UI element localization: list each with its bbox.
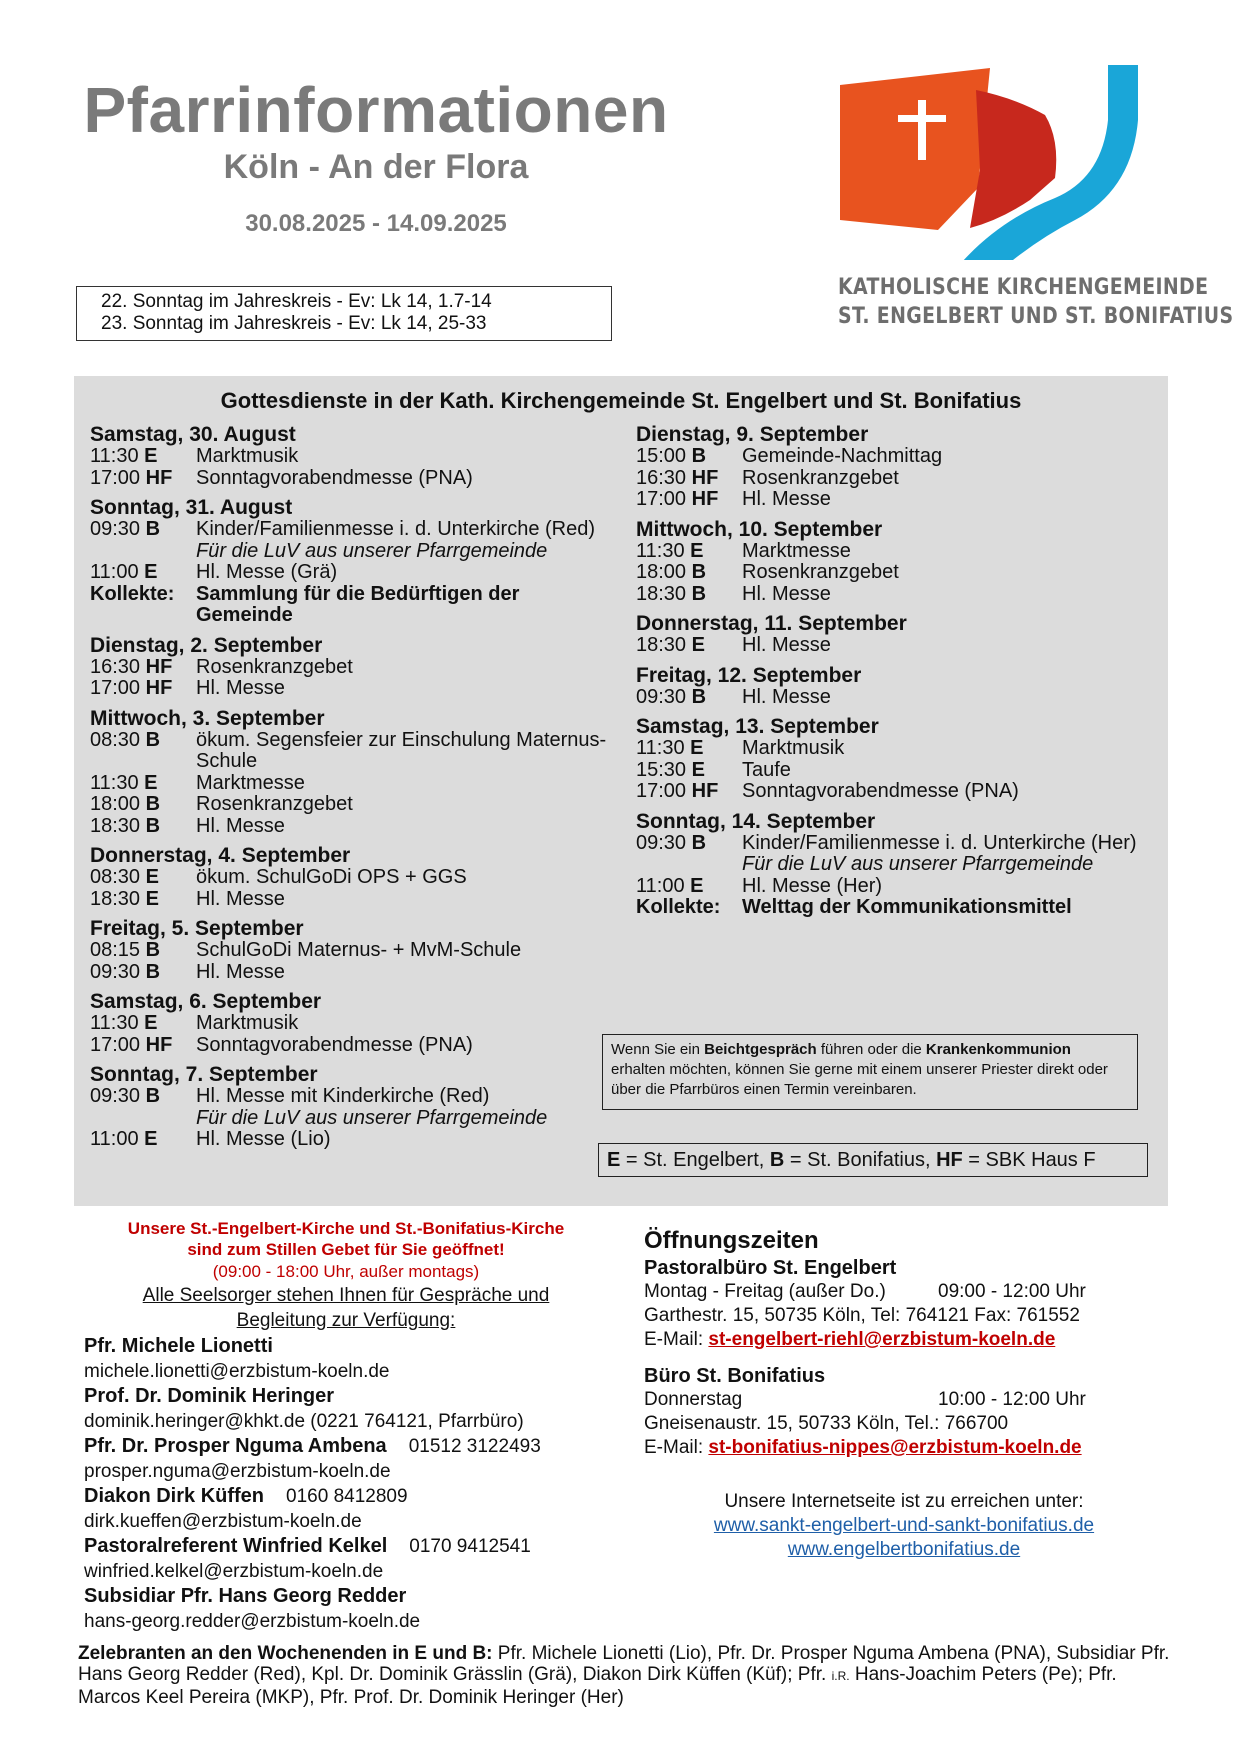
service-location: E — [144, 445, 158, 467]
service-location: HF — [145, 655, 173, 678]
service-time-loc — [90, 657, 196, 679]
service-entry — [90, 1035, 620, 1057]
service-location: B — [691, 445, 707, 467]
service-entry — [90, 816, 620, 838]
service-description: Hl. Messe — [742, 685, 831, 708]
service-entry — [90, 889, 620, 911]
service-entry — [636, 687, 1166, 709]
service-time-loc — [636, 468, 742, 490]
service-location: HF — [145, 677, 173, 699]
legend-key: E — [607, 1149, 621, 1171]
service-time: 09:30 — [90, 960, 141, 983]
service-location: HF — [145, 466, 173, 489]
service-entry — [636, 489, 1166, 511]
service-description: Rosenkranzgebet — [196, 793, 353, 815]
service-time-loc — [90, 446, 196, 468]
day-heading: Donnerstag, 11. September — [636, 612, 907, 635]
service-time: 17:00 — [636, 488, 687, 510]
service-time-loc — [636, 687, 742, 709]
service-time-loc — [636, 876, 742, 898]
service-time: 15:30 — [636, 758, 687, 781]
service-entry — [90, 1086, 620, 1108]
service-time: 17:00 — [90, 466, 141, 489]
contact-name: Pfr. Michele Lionetti — [84, 1335, 273, 1357]
services-title: Gottesdienste in der Kath. Kirchengemeinde St. Engelbert und St. Bonifatius — [220, 388, 1022, 413]
service-location: E — [691, 758, 705, 781]
contact-name-line — [84, 1334, 644, 1360]
service-time: 18:00 — [90, 793, 141, 815]
service-time-loc — [90, 816, 196, 838]
service-description: Rosenkranzgebet — [742, 561, 899, 583]
day-heading: Dienstag, 9. September — [636, 423, 869, 446]
day-heading: Sonntag, 14. September — [636, 809, 876, 833]
contact-name-line — [84, 1484, 644, 1510]
service-description: Hl. Messe (Lio) — [196, 1128, 331, 1150]
contact-phone: 0160 8412809 — [286, 1486, 408, 1507]
service-entry — [636, 541, 1166, 563]
contacts-list — [84, 1334, 644, 1634]
day-heading: Sonntag, 7. September — [90, 1063, 318, 1086]
contact-email: dominik.heringer@khkt.de (0221 764121, Pfarrbüro) — [84, 1410, 524, 1432]
service-time-loc — [636, 781, 742, 803]
contact-name-line — [84, 1384, 644, 1410]
service-description: Rosenkranzgebet — [196, 655, 353, 678]
service-entry — [636, 584, 1166, 606]
day-heading: Samstag, 6. September — [90, 990, 322, 1013]
service-time-loc — [90, 867, 196, 889]
service-note: Für die LuV aus unserer Pfarrgemeinde — [196, 539, 548, 562]
service-description: Marktmesse — [742, 539, 851, 562]
contact-name-line — [84, 1434, 644, 1460]
service-time: 16:30 — [90, 655, 141, 678]
service-time-loc — [90, 773, 196, 795]
service-entry — [90, 1129, 620, 1151]
service-entry — [90, 1013, 620, 1035]
service-location: E — [144, 1012, 158, 1034]
legend-key: B — [769, 1149, 785, 1171]
service-time: 18:00 — [636, 561, 687, 583]
service-time-loc — [90, 1035, 196, 1057]
services-column-right — [636, 424, 1166, 919]
service-note: Für die LuV aus unserer Pfarrgemeinde — [196, 1106, 548, 1129]
collection-line — [90, 584, 620, 627]
pastoral-line: Alle Seelsorger stehen Ihnen für Gespräche und — [142, 1285, 550, 1306]
service-entry — [90, 794, 620, 816]
service-location: B — [145, 728, 161, 751]
service-time-loc — [90, 794, 196, 816]
day-heading: Sonntag, 31. August — [90, 496, 293, 519]
website-link[interactable]: www.engelbertbonifatius.de — [787, 1539, 1021, 1560]
service-entry — [90, 519, 620, 541]
service-time: 15:00 — [636, 445, 687, 467]
office-hours — [644, 1226, 1164, 1460]
service-time: 09:30 — [636, 831, 687, 854]
collection-line — [636, 897, 1166, 919]
page-subtitle: Köln - An der Flora — [223, 148, 529, 186]
service-location: B — [145, 814, 161, 837]
service-entry — [90, 773, 620, 795]
contact-phone: 0170 9412541 — [409, 1536, 531, 1557]
service-entry — [90, 446, 620, 468]
email-label: E-Mail: — [644, 1437, 709, 1458]
opening-hours-note: (09:00 - 18:00 Uhr, außer montags) — [212, 1262, 480, 1281]
service-location: E — [144, 771, 158, 794]
service-entry — [90, 468, 620, 490]
day-heading: Dienstag, 2. September — [90, 633, 323, 657]
logo-cross-vertical — [918, 100, 926, 160]
service-entry — [636, 738, 1166, 760]
collection-label: Kollekte: — [636, 896, 721, 918]
office-email-link[interactable]: st-engelbert-riehl@erzbistum-koeln.de — [708, 1329, 1056, 1350]
service-description: Hl. Messe — [196, 887, 285, 910]
info-text: erhalten möchten, können Sie gerne mit einem unserer Priester direkt oder über die Pfarrbüros einen Termin vereinbaren. — [611, 1061, 1108, 1098]
service-description: Rosenkranzgebet — [742, 466, 899, 489]
service-time-loc — [90, 940, 196, 962]
service-time-loc — [636, 562, 742, 584]
service-location: B — [691, 685, 707, 708]
office-time: 10:00 - 12:00 Uhr — [938, 1389, 1086, 1410]
service-time-loc — [90, 468, 196, 490]
service-time: 11:00 — [636, 874, 685, 897]
service-time: 11:00 — [90, 1128, 139, 1150]
contact-email: hans-georg.redder@erzbistum-koeln.de — [84, 1610, 421, 1632]
service-description: Hl. Messe — [196, 960, 285, 983]
contact-name: Prof. Dr. Dominik Heringer — [84, 1385, 335, 1407]
service-time: 17:00 — [636, 780, 687, 802]
service-time: 17:00 — [90, 1033, 141, 1056]
service-time: 11:30 — [90, 445, 139, 467]
service-entry — [636, 760, 1166, 782]
service-entry — [90, 940, 620, 962]
service-time: 18:30 — [90, 814, 141, 837]
collection-purpose: Welttag der Kommunikationsmittel — [742, 896, 1072, 918]
service-time: 18:30 — [636, 582, 687, 605]
celebrants-note — [78, 1643, 1178, 1708]
contact-phone: 01512 3122493 — [408, 1436, 541, 1457]
service-time-loc — [636, 760, 742, 782]
office-name: Büro St. Bonifatius — [644, 1365, 826, 1387]
service-location: B — [145, 1085, 161, 1107]
service-entry — [90, 678, 620, 700]
service-location: HF — [691, 780, 719, 802]
sunday-line: 22. Sonntag im Jahreskreis - Ev: Lk 14, 1.7-14 — [101, 291, 492, 312]
churches-open-notice — [76, 1218, 616, 1260]
service-time: 11:30 — [90, 771, 139, 794]
celebrants-small: i.R. — [831, 1669, 850, 1683]
service-location: B — [145, 960, 161, 983]
service-description: Marktmusik — [196, 1012, 299, 1034]
service-location: E — [144, 561, 158, 583]
service-description: Hl. Messe (Grä) — [196, 561, 338, 583]
office-time: 09:00 - 12:00 Uhr — [938, 1281, 1086, 1302]
contact-name: Pfr. Dr. Prosper Nguma Ambena — [84, 1435, 387, 1457]
service-time: 18:30 — [90, 887, 141, 910]
service-time-loc — [90, 1129, 196, 1151]
service-description: ökum. SchulGoDi OPS + GGS — [196, 866, 467, 888]
service-description: Marktmesse — [196, 771, 305, 794]
collection-purpose: Sammlung für die Bedürftigen der Gemeinde — [196, 582, 520, 626]
service-location: B — [691, 561, 707, 583]
service-entry — [90, 730, 620, 773]
day-heading: Mittwoch, 10. September — [636, 517, 883, 541]
service-location: E — [145, 887, 159, 910]
service-time-loc — [90, 1013, 196, 1035]
service-entry — [636, 635, 1166, 657]
pastoral-line: Begleitung zur Verfügung: — [236, 1310, 456, 1331]
service-description: Sonntagvorabendmesse (PNA) — [742, 780, 1019, 802]
info-text: führen oder die — [816, 1041, 926, 1058]
service-time: 11:30 — [636, 539, 685, 562]
service-location: HF — [691, 466, 719, 489]
contact-name: Pastoralreferent Winfried Kelkel — [84, 1535, 388, 1557]
collection-label: Kollekte: — [90, 582, 175, 605]
pastoral-notice — [76, 1283, 616, 1333]
legend-text: = St. Engelbert, — [620, 1149, 770, 1171]
day-heading: Mittwoch, 3. September — [90, 706, 325, 730]
page-title: Pfarrinformationen — [83, 74, 669, 146]
service-description: Kinder/Familienmesse i. d. Unterkirche (Her) — [742, 831, 1137, 854]
sunday-line: 23. Sonntag im Jahreskreis - Ev: Lk 14, 25-33 — [101, 313, 487, 334]
service-description: Hl. Messe — [742, 582, 831, 605]
service-time: 11:30 — [90, 1012, 139, 1034]
service-time: 09:30 — [90, 1085, 141, 1107]
service-time-loc — [636, 584, 742, 606]
service-description: Gemeinde-Nachmittag — [742, 445, 943, 467]
service-location: E — [690, 539, 704, 562]
contact-name: Subsidiar Pfr. Hans Georg Redder — [84, 1585, 407, 1607]
org-name-line2: ST. ENGELBERT UND ST. BONIFATIUS — [838, 304, 1234, 329]
service-entry — [90, 562, 620, 584]
service-entry — [636, 446, 1166, 468]
contact-name-line — [84, 1534, 644, 1560]
org-name-line1: KATHOLISCHE KIRCHENGEMEINDE — [838, 275, 1209, 300]
service-description: Hl. Messe — [196, 814, 285, 837]
service-time: 08:30 — [90, 728, 141, 751]
service-description: Sonntagvorabendmesse (PNA) — [196, 466, 473, 489]
service-time-loc — [636, 833, 742, 855]
service-entry — [636, 876, 1166, 898]
service-entry — [636, 833, 1166, 855]
service-description: SchulGoDi Maternus- + MvM-Schule — [196, 939, 522, 961]
celebrants-label: Zelebranten an den Wochenenden in E und B: — [78, 1643, 493, 1664]
email-label: E-Mail: — [644, 1329, 709, 1350]
office-days: Montag - Freitag (außer Do.) — [644, 1281, 886, 1302]
service-note: Für die LuV aus unserer Pfarrgemeinde — [742, 853, 1094, 875]
service-description: Hl. Messe — [742, 488, 831, 510]
legend-text: = St. Bonifatius, — [784, 1149, 937, 1171]
day-heading: Donnerstag, 4. September — [90, 844, 351, 867]
service-entry — [90, 657, 620, 679]
logo-orange-shape — [840, 68, 990, 230]
office-address: Gneisenaustr. 15, 50733 Köln, Tel.: 766700 — [644, 1413, 1009, 1434]
info-bold: Krankenkommunion — [925, 1041, 1071, 1058]
service-time-loc — [636, 738, 742, 760]
service-entry — [636, 468, 1166, 490]
service-time: 17:00 — [90, 677, 141, 699]
service-description: Hl. Messe — [196, 677, 285, 699]
service-location: B — [145, 793, 161, 815]
service-time-loc — [636, 635, 742, 657]
service-description: ökum. Segensfeier zur Einschulung Maternus-Schule — [196, 728, 607, 772]
contact-email: winfried.kelkel@erzbistum-koeln.de — [84, 1560, 384, 1582]
service-description: Kinder/Familienmesse i. d. Unterkirche (Red) — [196, 518, 596, 540]
contact-email: michele.lionetti@erzbistum-koeln.de — [84, 1360, 390, 1382]
service-location: B — [145, 939, 161, 961]
service-entry — [636, 781, 1166, 803]
info-bold: Beichtgespräch — [704, 1041, 817, 1058]
service-description: Marktmusik — [742, 737, 845, 759]
service-entry — [636, 562, 1166, 584]
celebrants-text: Hans-Joachim Peters (Pe); Pfr. Marcos Keel Pereira (MKP), Pfr. Prof. Dr. Dominik Heringer (Her) — [78, 1664, 1117, 1708]
service-location: HF — [145, 1033, 173, 1056]
service-time: 11:00 — [90, 561, 139, 583]
service-time-loc — [90, 562, 196, 584]
office-address: Garthestr. 15, 50735 Köln, Tel: 764121 Fax: 761552 — [644, 1305, 1080, 1326]
office-days: Donnerstag — [644, 1389, 743, 1410]
day-heading: Samstag, 30. August — [90, 423, 296, 446]
service-time-loc — [90, 962, 196, 984]
legend-key: HF — [936, 1149, 963, 1171]
service-time: 11:30 — [636, 737, 685, 759]
parish-logo — [840, 60, 1170, 260]
service-location: B — [145, 518, 161, 540]
service-location: E — [690, 737, 704, 759]
day-heading: Samstag, 13. September — [636, 715, 879, 738]
office-hours-title: Öffnungszeiten — [644, 1227, 819, 1254]
celebrants-text: Pfr. Michele Lionetti (Lio), Pfr. Dr. Prosper Nguma Ambena (PNA), Subsidiar Pfr. Hans Georg Redder (Red), Kpl. Dr. Dominik Grässlin (Grä), Diakon Dirk Küffen (Küf); Pfr. — [78, 1643, 1170, 1685]
location-legend — [598, 1143, 1148, 1177]
service-entry — [90, 962, 620, 984]
service-time-loc — [90, 889, 196, 911]
notice-line: Unsere St.-Engelbert-Kirche und St.-Bonifatius-Kirche — [127, 1219, 565, 1238]
office-email-link[interactable]: st-bonifatius-nippes@erzbistum-koeln.de — [708, 1437, 1082, 1458]
service-description: Marktmusik — [196, 445, 299, 467]
service-time-loc — [636, 541, 742, 563]
service-time: 09:30 — [90, 518, 141, 540]
day-heading: Freitag, 5. September — [90, 917, 304, 940]
service-location: E — [690, 874, 704, 897]
service-location: E — [691, 634, 705, 656]
service-description: Hl. Messe mit Kinderkirche (Red) — [196, 1085, 490, 1107]
website-info — [644, 1490, 1164, 1562]
sundays-box — [76, 286, 612, 341]
service-entry — [90, 867, 620, 889]
contact-email: dirk.kueffen@erzbistum-koeln.de — [84, 1510, 362, 1532]
service-time-loc — [90, 1086, 196, 1108]
logo-cross-horizontal — [898, 115, 946, 122]
service-time-loc — [636, 446, 742, 468]
service-description: Taufe — [742, 758, 791, 781]
service-time: 08:30 — [90, 866, 141, 888]
services-column-left — [90, 424, 620, 1151]
service-time-loc — [90, 730, 196, 773]
service-time-loc — [636, 489, 742, 511]
info-text: Wenn Sie ein — [611, 1041, 705, 1058]
office-name: Pastoralbüro St. Engelbert — [644, 1257, 897, 1279]
service-location: HF — [691, 488, 719, 510]
service-location: E — [145, 866, 159, 888]
service-description: Sonntagvorabendmesse (PNA) — [196, 1033, 473, 1056]
website-link[interactable]: www.sankt-engelbert-und-sankt-bonifatius.de — [713, 1515, 1095, 1536]
date-range: 30.08.2025 - 14.09.2025 — [245, 210, 507, 237]
service-time: 08:15 — [90, 939, 141, 961]
website-intro: Unsere Internetseite ist zu erreichen unter: — [724, 1491, 1084, 1512]
confession-info-box — [602, 1034, 1138, 1110]
contact-name: Diakon Dirk Küffen — [84, 1485, 265, 1507]
service-time: 18:30 — [636, 634, 687, 656]
service-time-loc — [90, 519, 196, 541]
notice-line: sind zum Stillen Gebet für Sie geöffnet! — [187, 1240, 505, 1259]
service-location: E — [144, 1128, 158, 1150]
service-description: Hl. Messe (Her) — [742, 874, 883, 897]
contact-name-line — [84, 1584, 644, 1610]
contact-email: prosper.nguma@erzbistum-koeln.de — [84, 1460, 391, 1482]
legend-text: = SBK Haus F — [962, 1149, 1096, 1171]
service-time-loc — [90, 678, 196, 700]
service-location: B — [691, 831, 707, 854]
service-description: Hl. Messe — [742, 634, 831, 656]
service-time: 09:30 — [636, 685, 687, 708]
service-time: 16:30 — [636, 466, 687, 489]
service-location: B — [691, 582, 707, 605]
day-heading: Freitag, 12. September — [636, 663, 862, 687]
